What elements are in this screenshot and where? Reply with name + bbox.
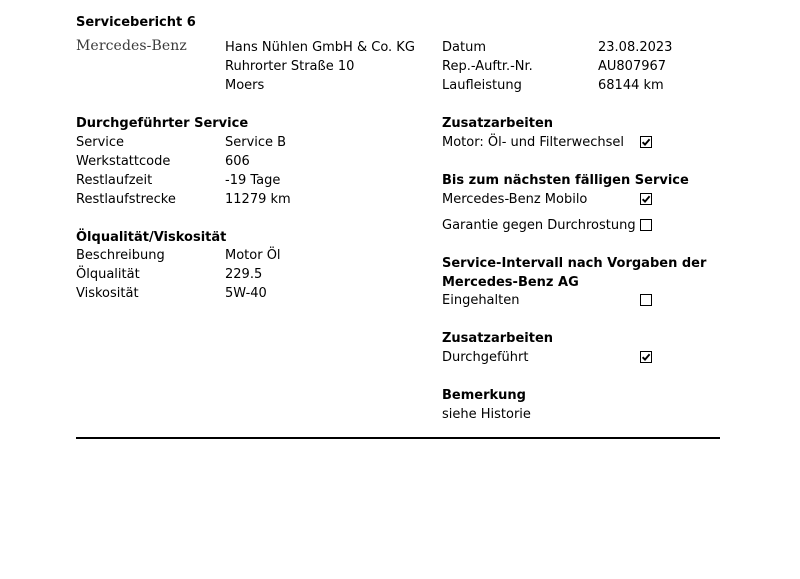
service-row-label: Service [76,135,125,150]
extra-work-performed-label: Durchgeführt [442,350,529,365]
service-row-value: -19 Tage [225,173,281,188]
rust-warranty-checkbox[interactable] [640,219,652,231]
oil-row-label: Viskosität [76,286,139,301]
oil-filter-change-checkbox[interactable] [640,136,652,148]
interval-observed-label: Eingehalten [442,293,520,308]
service-row-label: Restlaufzeit [76,173,153,188]
oil-filter-change-label: Motor: Öl- und Filterwechsel [442,135,624,150]
brand-logo-text: Mercedes-Benz [76,38,187,54]
oil-row-label: Ölqualität [76,267,140,282]
extra-work-performed-checkbox[interactable] [640,351,652,363]
date-label: Datum [442,40,486,55]
order-number-label: Rep.-Auftr.-Nr. [442,59,533,74]
report-title: Servicebericht 6 [76,15,196,30]
mobilo-label: Mercedes-Benz Mobilo [442,192,588,207]
mileage-value: 68144 km [598,78,664,93]
mileage-label: Laufleistung [442,78,522,93]
service-row-value: 606 [225,154,250,169]
interval-heading-line1: Service-Intervall nach Vorgaben der [442,256,707,271]
oil-row-value: Motor Öl [225,248,281,263]
interval-heading-line2: Mercedes-Benz AG [442,275,579,290]
service-row-label: Restlaufstrecke [76,192,176,207]
extra-work-heading: Zusatzarbeiten [442,116,554,131]
order-number-value: AU807967 [598,59,667,74]
oil-row-label: Beschreibung [76,248,165,263]
service-row-value: 11279 km [225,192,291,207]
interval-observed-checkbox[interactable] [640,294,652,306]
oil-heading: Ölqualität/Viskosität [76,230,227,245]
service-heading: Durchgeführter Service [76,116,249,131]
dealer-street: Ruhrorter Straße 10 [225,59,355,74]
next-service-heading: Bis zum nächsten fälligen Service [442,173,689,188]
checkmark-icon [641,194,651,204]
extra-work-2-heading: Zusatzarbeiten [442,331,554,346]
oil-row-value: 229.5 [225,267,263,282]
mobilo-checkbox[interactable] [640,193,652,205]
service-row-label: Werkstattcode [76,154,171,169]
dealer-city: Moers [225,78,265,93]
oil-row-value: 5W-40 [225,286,267,301]
date-value: 23.08.2023 [598,40,673,55]
checkmark-icon [641,137,651,147]
rust-warranty-label: Garantie gegen Durchrostung [442,218,636,233]
remark-text: siehe Historie [442,407,531,422]
service-row-value: Service B [225,135,287,150]
bottom-divider [76,437,720,439]
checkmark-icon [641,352,651,362]
dealer-name: Hans Nühlen GmbH & Co. KG [225,40,415,55]
remark-heading: Bemerkung [442,388,526,403]
